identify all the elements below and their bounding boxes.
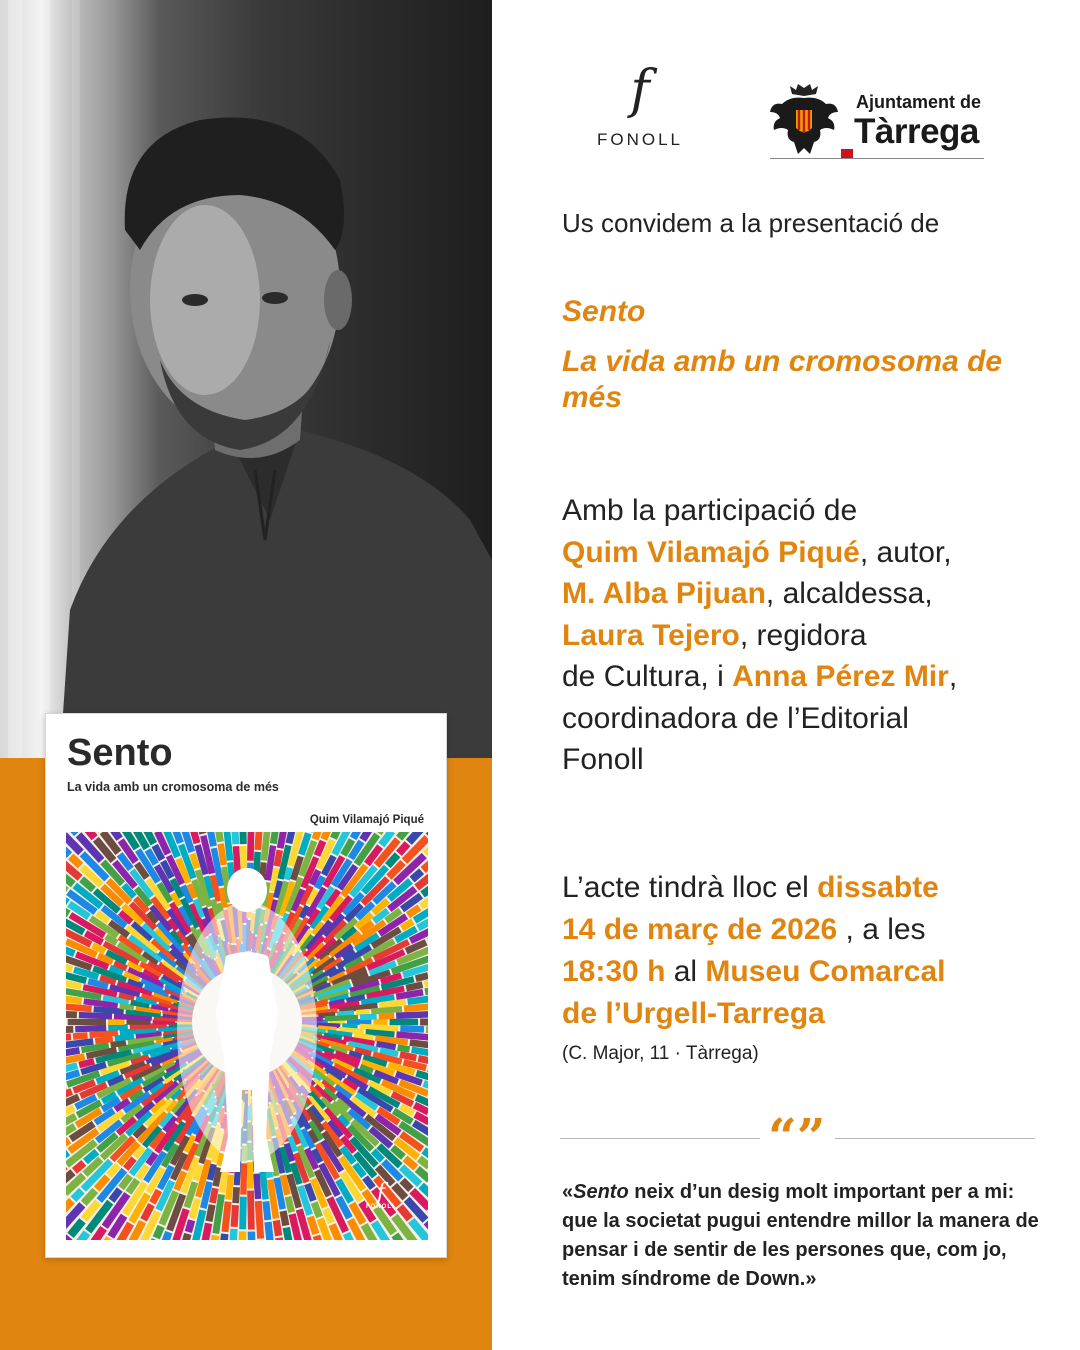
event-address: (C. Major, 11 · Tàrrega): [562, 1043, 759, 1064]
fonoll-logo-glyph: f: [630, 60, 650, 120]
participant-role: ,: [948, 660, 958, 693]
participant-role: , regidora: [739, 618, 867, 652]
burst-ray: [251, 1191, 252, 1230]
participant-role: de Cultura, i: [562, 660, 733, 693]
burst-ray: [220, 1153, 222, 1166]
quote-divider-right: [835, 1138, 1035, 1139]
event-details: [562, 867, 1032, 1035]
burst-ray: [258, 832, 260, 850]
burst-ray: [108, 1027, 128, 1028]
burst-ray: [371, 1009, 402, 1012]
burst-ray: [95, 1039, 113, 1041]
participant-role: , alcaldessa,: [765, 577, 933, 610]
burst-ray: [236, 1187, 237, 1203]
burst-ray: [337, 1013, 354, 1014]
participant-role: Fonoll: [562, 743, 644, 776]
author-quote: [562, 1178, 1042, 1294]
burst-ray: [280, 832, 285, 848]
event-date: 14 de març de 2026: [562, 913, 838, 946]
burst-ray: [79, 1061, 94, 1065]
burst-ray: [406, 985, 422, 988]
burst-ray: [218, 832, 221, 842]
burst-ray: [66, 1029, 73, 1030]
participant-name: Anna Pérez Mir: [732, 660, 949, 693]
book-cover-subtitle: La vida amb un cromosoma de més: [67, 780, 279, 794]
burst-ray: [228, 1175, 231, 1200]
burst-ray: [233, 1229, 234, 1240]
burst-ray: [156, 1226, 161, 1238]
quote-body: neix d’un desig molt important per a mi: que la societat pugui entendre millor la manera de pensar i de sentir de les persones que, com jo, tenim síndrome de Down.»: [562, 1181, 1039, 1290]
burst-ray: [66, 1037, 71, 1040]
burst-ray: [288, 1197, 292, 1213]
burst-ray: [283, 1211, 286, 1226]
burst-ray: [66, 966, 72, 970]
burst-ray: [410, 1043, 428, 1045]
event-day: dissabte: [817, 871, 939, 904]
burst-ray: [250, 1162, 251, 1188]
burst-ray: [221, 844, 224, 865]
ajuntament-logo-rule: [770, 158, 984, 159]
burst-ray: [234, 1205, 235, 1227]
participant-name: Quim Vilamajó Piqué: [562, 535, 860, 569]
burst-ray: [266, 1201, 268, 1220]
burst-ray: [379, 1016, 394, 1017]
burst-ray: [396, 992, 423, 997]
ajuntament-logo-line1: Ajuntament de: [856, 92, 982, 112]
burst-ray: [396, 1014, 428, 1016]
burst-ray: [216, 1168, 220, 1187]
participant-role: coordinadora de l’Editorial: [562, 701, 909, 735]
event-text: al: [665, 955, 706, 988]
burst-ray: [360, 1027, 399, 1029]
burst-ray: [418, 1058, 428, 1061]
book-cover-author: Quim Vilamajó Piqué: [309, 814, 424, 826]
burst-ray: [243, 1163, 244, 1194]
burst-ray: [400, 1055, 416, 1058]
burst-ray: [79, 1015, 112, 1016]
burst-ray: [120, 1006, 134, 1008]
invitation-book-title: Sento: [562, 295, 646, 328]
burst-ray: [287, 868, 290, 880]
burst-ray: [209, 832, 214, 846]
burst-ray: [360, 1017, 377, 1018]
burst-ray: [226, 832, 230, 860]
burst-ray: [223, 1234, 224, 1240]
fonoll-logo: [590, 58, 690, 150]
participant-name: Laura Tejero: [562, 618, 740, 652]
burst-ray: [268, 1222, 271, 1240]
burst-ray: [416, 976, 428, 979]
burst-ray: [130, 1025, 167, 1027]
burst-ray: [66, 1014, 77, 1015]
burst-ray: [380, 1050, 398, 1054]
book-cover-title: Sento: [67, 732, 173, 774]
book-cover: [45, 713, 447, 1258]
participant-role: , autor,: [859, 535, 952, 569]
quote-divider-left: [560, 1138, 760, 1139]
burst-ray: [258, 1201, 260, 1239]
burst-ray: [314, 1203, 319, 1217]
burst-ray: [264, 832, 268, 860]
event-text: , a les: [837, 913, 926, 946]
burst-ray: [376, 1044, 395, 1047]
book-cover-publisher-logo: f FONOLL: [366, 1180, 397, 1210]
burst-ray: [398, 1047, 410, 1049]
burst-ray: [66, 1237, 69, 1240]
burst-ray: [257, 1174, 259, 1199]
portrait-silhouette: [0, 0, 492, 758]
burst-ray: [342, 1026, 357, 1027]
burst-ray: [188, 1220, 191, 1232]
burst-ray: [276, 1220, 278, 1235]
book-cover-artwork: [66, 832, 428, 1240]
author-photo: [0, 0, 492, 758]
event-place: de l’Urgell-Tarrega: [562, 997, 825, 1030]
invitation-intro: Us convidem a la presentació de: [562, 208, 940, 238]
participants-intro: Amb la participació de: [562, 494, 858, 527]
ajuntament-logo-line2: Tàrrega: [854, 112, 979, 151]
burst-ray: [209, 1205, 212, 1221]
burst-ray: [400, 1028, 424, 1029]
participant-name: M. Alba Pijuan: [562, 577, 766, 610]
burst-ray: [212, 1188, 215, 1203]
burst-ray: [277, 850, 280, 866]
quote-marks-icon: “”: [768, 1107, 826, 1166]
burst-ray: [379, 1002, 405, 1005]
burst-ray: [236, 846, 238, 873]
burst-ray: [115, 1036, 134, 1038]
burst-ray: [325, 1017, 358, 1018]
burst-ray: [66, 1041, 93, 1045]
burst-ray: [366, 1032, 395, 1034]
burst-ray: [111, 1042, 126, 1045]
burst-ray: [404, 1006, 428, 1009]
burst-ray: [426, 1030, 428, 1031]
burst-ray: [356, 1012, 369, 1013]
burst-ray: [210, 1164, 214, 1180]
burst-ray: [354, 1036, 373, 1038]
ajuntament-logo: [768, 82, 988, 162]
participants-paragraph: [562, 490, 1042, 781]
quote-emphasis: Sento: [573, 1181, 629, 1203]
eagle-crest-icon: [768, 82, 840, 160]
burst-ray: [243, 1197, 244, 1230]
event-place: Museu Comarcal: [705, 955, 946, 988]
burst-ray: [283, 1175, 288, 1195]
burst-ray: [94, 1009, 124, 1012]
burst-ray: [192, 854, 197, 868]
quote-open: «: [562, 1181, 574, 1203]
burst-ray: [242, 1231, 243, 1240]
burst-ray: [250, 832, 251, 861]
burst-ray: [234, 832, 236, 844]
burst-ray: [89, 1033, 117, 1035]
burst-ray: [73, 1035, 87, 1036]
burst-ray: [75, 1028, 106, 1029]
event-time: 18:30 h: [562, 955, 666, 988]
burst-ray: [114, 1016, 152, 1018]
burst-ray: [66, 1006, 92, 1009]
burst-ray: [273, 832, 275, 844]
fonoll-logo-text: FONOLL: [596, 130, 684, 149]
invitation-book-subtitle: La vida amb un cromosoma de més: [562, 345, 1003, 414]
burst-ray: [396, 1035, 428, 1038]
event-text: L’acte tindrà lloc el: [562, 871, 818, 904]
burst-ray: [326, 1209, 332, 1223]
burst-ray: [225, 1202, 228, 1232]
burst-ray: [243, 846, 244, 872]
